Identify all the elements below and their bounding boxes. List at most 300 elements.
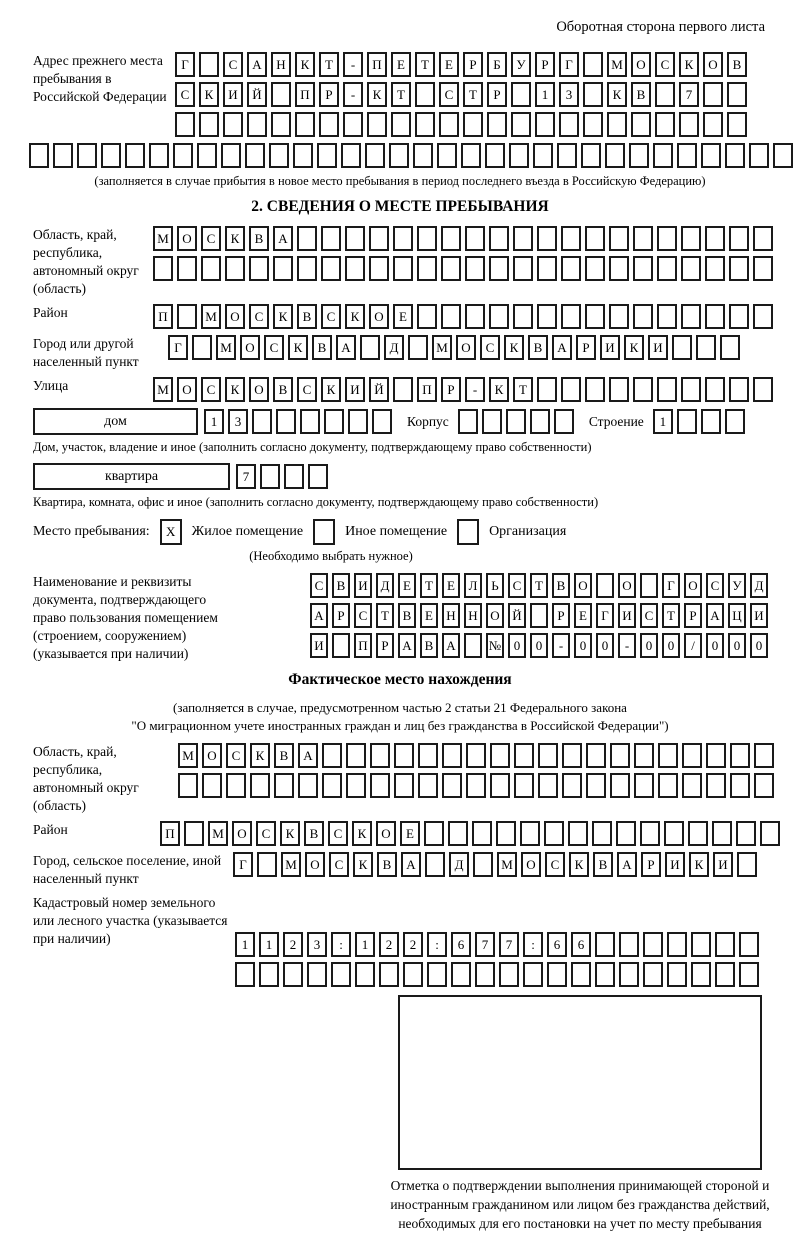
char-cell[interactable] bbox=[583, 52, 603, 77]
char-cell[interactable] bbox=[682, 743, 702, 768]
char-cell[interactable] bbox=[609, 226, 629, 251]
char-cell[interactable] bbox=[523, 962, 543, 987]
house-box[interactable]: дом bbox=[33, 408, 198, 435]
char-cell[interactable]: К bbox=[689, 852, 709, 877]
char-cell[interactable]: Г bbox=[596, 603, 614, 628]
char-cell[interactable] bbox=[324, 409, 344, 434]
char-cell[interactable] bbox=[276, 409, 296, 434]
char-cell[interactable] bbox=[415, 112, 435, 137]
char-cell[interactable]: И bbox=[354, 573, 372, 598]
char-cell[interactable]: Л bbox=[464, 573, 482, 598]
char-cell[interactable]: И bbox=[750, 603, 768, 628]
char-cell[interactable] bbox=[547, 962, 567, 987]
char-cell[interactable]: Г bbox=[168, 335, 188, 360]
char-cell[interactable] bbox=[442, 773, 462, 798]
char-cell[interactable] bbox=[583, 82, 603, 107]
char-cell[interactable] bbox=[664, 821, 684, 846]
char-cell[interactable]: Е bbox=[400, 821, 420, 846]
char-cell[interactable] bbox=[415, 82, 435, 107]
char-cell[interactable]: С bbox=[226, 743, 246, 768]
char-cell[interactable] bbox=[725, 143, 745, 168]
char-cell[interactable]: П bbox=[417, 377, 437, 402]
char-cell[interactable]: М bbox=[216, 335, 236, 360]
char-cell[interactable] bbox=[643, 932, 663, 957]
char-cell[interactable] bbox=[489, 256, 509, 281]
char-cell[interactable]: 1 bbox=[204, 409, 224, 434]
char-cell[interactable]: № bbox=[486, 633, 504, 658]
char-cell[interactable]: К bbox=[367, 82, 387, 107]
char-cell[interactable] bbox=[619, 962, 639, 987]
char-cell[interactable] bbox=[760, 821, 780, 846]
char-cell[interactable]: О bbox=[240, 335, 260, 360]
char-cell[interactable] bbox=[367, 112, 387, 137]
char-cell[interactable]: Ц bbox=[728, 603, 746, 628]
char-cell[interactable] bbox=[634, 743, 654, 768]
char-cell[interactable] bbox=[473, 852, 493, 877]
char-cell[interactable] bbox=[610, 773, 630, 798]
char-cell[interactable]: Е bbox=[420, 603, 438, 628]
char-cell[interactable]: В bbox=[297, 304, 317, 329]
char-cell[interactable] bbox=[730, 773, 750, 798]
char-cell[interactable]: Г bbox=[662, 573, 680, 598]
char-cell[interactable]: С bbox=[310, 573, 328, 598]
char-cell[interactable]: А bbox=[442, 633, 460, 658]
char-cell[interactable]: В bbox=[631, 82, 651, 107]
char-cell[interactable] bbox=[370, 773, 390, 798]
char-cell[interactable]: Т bbox=[530, 573, 548, 598]
char-cell[interactable]: Е bbox=[442, 573, 460, 598]
char-cell[interactable] bbox=[753, 226, 773, 251]
char-cell[interactable]: М bbox=[178, 743, 198, 768]
char-cell[interactable] bbox=[394, 743, 414, 768]
char-cell[interactable] bbox=[753, 304, 773, 329]
char-cell[interactable] bbox=[583, 112, 603, 137]
char-cell[interactable] bbox=[657, 377, 677, 402]
char-cell[interactable] bbox=[737, 852, 757, 877]
char-cell[interactable] bbox=[595, 932, 615, 957]
char-cell[interactable]: 7 bbox=[236, 464, 256, 489]
char-cell[interactable] bbox=[393, 226, 413, 251]
char-cell[interactable]: 0 bbox=[574, 633, 592, 658]
char-cell[interactable] bbox=[657, 226, 677, 251]
char-cell[interactable] bbox=[705, 226, 725, 251]
char-cell[interactable]: И bbox=[648, 335, 668, 360]
char-cell[interactable]: С bbox=[439, 82, 459, 107]
char-cell[interactable] bbox=[585, 226, 605, 251]
char-cell[interactable] bbox=[153, 256, 173, 281]
char-cell[interactable]: К bbox=[489, 377, 509, 402]
char-cell[interactable] bbox=[175, 112, 195, 137]
char-cell[interactable] bbox=[514, 743, 534, 768]
char-cell[interactable] bbox=[562, 773, 582, 798]
char-cell[interactable]: О bbox=[376, 821, 396, 846]
char-cell[interactable]: К bbox=[353, 852, 373, 877]
char-cell[interactable]: К bbox=[225, 226, 245, 251]
char-cell[interactable]: Р bbox=[684, 603, 702, 628]
char-cell[interactable] bbox=[394, 773, 414, 798]
char-cell[interactable] bbox=[408, 335, 428, 360]
char-cell[interactable]: Е bbox=[574, 603, 592, 628]
char-cell[interactable] bbox=[465, 304, 485, 329]
char-cell[interactable] bbox=[596, 573, 614, 598]
char-cell[interactable]: : bbox=[331, 932, 351, 957]
char-cell[interactable] bbox=[559, 112, 579, 137]
char-cell[interactable]: А bbox=[336, 335, 356, 360]
char-cell[interactable] bbox=[561, 226, 581, 251]
char-cell[interactable]: И bbox=[345, 377, 365, 402]
char-cell[interactable] bbox=[530, 409, 550, 434]
char-cell[interactable] bbox=[537, 304, 557, 329]
char-cell[interactable] bbox=[640, 573, 658, 598]
checkbox-other-premises[interactable] bbox=[313, 519, 335, 545]
char-cell[interactable] bbox=[607, 112, 627, 137]
char-cell[interactable] bbox=[393, 377, 413, 402]
char-cell[interactable]: В bbox=[552, 573, 570, 598]
char-cell[interactable]: Р bbox=[641, 852, 661, 877]
char-cell[interactable] bbox=[319, 112, 339, 137]
char-cell[interactable] bbox=[506, 409, 526, 434]
char-cell[interactable]: К bbox=[504, 335, 524, 360]
char-cell[interactable]: Е bbox=[391, 52, 411, 77]
char-cell[interactable]: К bbox=[250, 743, 270, 768]
char-cell[interactable] bbox=[667, 932, 687, 957]
char-cell[interactable] bbox=[173, 143, 193, 168]
char-cell[interactable] bbox=[202, 773, 222, 798]
char-cell[interactable]: Р bbox=[332, 603, 350, 628]
char-cell[interactable] bbox=[633, 304, 653, 329]
char-cell[interactable]: И bbox=[310, 633, 328, 658]
char-cell[interactable] bbox=[393, 256, 413, 281]
char-cell[interactable] bbox=[720, 335, 740, 360]
char-cell[interactable]: 6 bbox=[547, 932, 567, 957]
char-cell[interactable] bbox=[331, 962, 351, 987]
char-cell[interactable]: Т bbox=[391, 82, 411, 107]
char-cell[interactable] bbox=[297, 226, 317, 251]
char-cell[interactable] bbox=[681, 304, 701, 329]
char-cell[interactable]: К bbox=[345, 304, 365, 329]
char-cell[interactable] bbox=[586, 743, 606, 768]
char-cell[interactable]: Н bbox=[271, 52, 291, 77]
char-cell[interactable] bbox=[616, 821, 636, 846]
char-cell[interactable] bbox=[101, 143, 121, 168]
char-cell[interactable]: - bbox=[552, 633, 570, 658]
char-cell[interactable] bbox=[496, 821, 516, 846]
char-cell[interactable]: Г bbox=[175, 52, 195, 77]
char-cell[interactable] bbox=[271, 82, 291, 107]
char-cell[interactable]: 0 bbox=[750, 633, 768, 658]
char-cell[interactable] bbox=[372, 409, 392, 434]
char-cell[interactable] bbox=[295, 112, 315, 137]
char-cell[interactable]: М bbox=[208, 821, 228, 846]
char-cell[interactable]: - bbox=[465, 377, 485, 402]
char-cell[interactable]: С bbox=[328, 821, 348, 846]
char-cell[interactable] bbox=[321, 256, 341, 281]
char-cell[interactable]: 7 bbox=[499, 932, 519, 957]
char-cell[interactable]: 7 bbox=[475, 932, 495, 957]
apartment-box[interactable]: квартира bbox=[33, 463, 230, 490]
char-cell[interactable]: О bbox=[574, 573, 592, 598]
char-cell[interactable] bbox=[672, 335, 692, 360]
char-cell[interactable] bbox=[773, 143, 793, 168]
char-cell[interactable]: В bbox=[593, 852, 613, 877]
char-cell[interactable]: Г bbox=[233, 852, 253, 877]
char-cell[interactable]: П bbox=[354, 633, 372, 658]
char-cell[interactable] bbox=[633, 226, 653, 251]
char-cell[interactable]: А bbox=[706, 603, 724, 628]
char-cell[interactable]: С bbox=[508, 573, 526, 598]
char-cell[interactable] bbox=[341, 143, 361, 168]
char-cell[interactable]: В bbox=[398, 603, 416, 628]
char-cell[interactable]: С bbox=[249, 304, 269, 329]
char-cell[interactable] bbox=[177, 304, 197, 329]
char-cell[interactable]: О bbox=[177, 226, 197, 251]
char-cell[interactable]: С bbox=[706, 573, 724, 598]
char-cell[interactable] bbox=[595, 962, 615, 987]
char-cell[interactable] bbox=[655, 112, 675, 137]
char-cell[interactable] bbox=[199, 52, 219, 77]
char-cell[interactable] bbox=[557, 143, 577, 168]
char-cell[interactable] bbox=[513, 226, 533, 251]
char-cell[interactable] bbox=[442, 743, 462, 768]
char-cell[interactable] bbox=[605, 143, 625, 168]
char-cell[interactable]: - bbox=[343, 82, 363, 107]
char-cell[interactable] bbox=[441, 226, 461, 251]
char-cell[interactable] bbox=[178, 773, 198, 798]
char-cell[interactable]: К bbox=[569, 852, 589, 877]
char-cell[interactable]: 2 bbox=[283, 932, 303, 957]
char-cell[interactable] bbox=[753, 377, 773, 402]
char-cell[interactable]: Ь bbox=[486, 573, 504, 598]
char-cell[interactable]: П bbox=[160, 821, 180, 846]
char-cell[interactable] bbox=[511, 82, 531, 107]
char-cell[interactable] bbox=[530, 603, 548, 628]
char-cell[interactable] bbox=[538, 773, 558, 798]
char-cell[interactable] bbox=[221, 143, 241, 168]
char-cell[interactable]: В bbox=[420, 633, 438, 658]
char-cell[interactable] bbox=[418, 743, 438, 768]
char-cell[interactable]: С bbox=[201, 377, 221, 402]
char-cell[interactable]: Т bbox=[415, 52, 435, 77]
char-cell[interactable] bbox=[466, 743, 486, 768]
char-cell[interactable] bbox=[425, 852, 445, 877]
char-cell[interactable] bbox=[249, 256, 269, 281]
char-cell[interactable] bbox=[379, 962, 399, 987]
char-cell[interactable] bbox=[427, 962, 447, 987]
char-cell[interactable] bbox=[417, 256, 437, 281]
char-cell[interactable] bbox=[585, 256, 605, 281]
char-cell[interactable] bbox=[201, 256, 221, 281]
char-cell[interactable] bbox=[418, 773, 438, 798]
char-cell[interactable] bbox=[703, 112, 723, 137]
char-cell[interactable]: Б bbox=[487, 52, 507, 77]
char-cell[interactable] bbox=[252, 409, 272, 434]
char-cell[interactable] bbox=[681, 256, 701, 281]
char-cell[interactable]: О bbox=[486, 603, 504, 628]
char-cell[interactable] bbox=[715, 932, 735, 957]
char-cell[interactable] bbox=[562, 743, 582, 768]
char-cell[interactable] bbox=[701, 409, 721, 434]
char-cell[interactable] bbox=[439, 112, 459, 137]
char-cell[interactable] bbox=[533, 143, 553, 168]
char-cell[interactable] bbox=[561, 377, 581, 402]
char-cell[interactable]: С bbox=[256, 821, 276, 846]
char-cell[interactable]: О bbox=[618, 573, 636, 598]
char-cell[interactable] bbox=[284, 464, 304, 489]
char-cell[interactable]: А bbox=[298, 743, 318, 768]
char-cell[interactable]: 1 bbox=[653, 409, 673, 434]
char-cell[interactable] bbox=[260, 464, 280, 489]
char-cell[interactable]: М bbox=[201, 304, 221, 329]
char-cell[interactable]: К bbox=[624, 335, 644, 360]
char-cell[interactable] bbox=[610, 743, 630, 768]
char-cell[interactable]: В bbox=[304, 821, 324, 846]
char-cell[interactable] bbox=[511, 112, 531, 137]
char-cell[interactable] bbox=[691, 962, 711, 987]
char-cell[interactable] bbox=[297, 256, 317, 281]
char-cell[interactable]: К bbox=[607, 82, 627, 107]
char-cell[interactable]: Т bbox=[463, 82, 483, 107]
char-cell[interactable] bbox=[561, 256, 581, 281]
char-cell[interactable]: О bbox=[684, 573, 702, 598]
char-cell[interactable]: В bbox=[377, 852, 397, 877]
char-cell[interactable]: К bbox=[280, 821, 300, 846]
char-cell[interactable] bbox=[487, 112, 507, 137]
char-cell[interactable] bbox=[355, 962, 375, 987]
char-cell[interactable]: А bbox=[273, 226, 293, 251]
char-cell[interactable] bbox=[513, 256, 533, 281]
char-cell[interactable] bbox=[537, 377, 557, 402]
char-cell[interactable] bbox=[370, 743, 390, 768]
char-cell[interactable]: Д bbox=[750, 573, 768, 598]
char-cell[interactable] bbox=[633, 377, 653, 402]
char-cell[interactable]: 1 bbox=[235, 932, 255, 957]
char-cell[interactable] bbox=[677, 409, 697, 434]
char-cell[interactable] bbox=[345, 256, 365, 281]
char-cell[interactable]: Р bbox=[576, 335, 596, 360]
char-cell[interactable] bbox=[736, 821, 756, 846]
char-cell[interactable] bbox=[679, 112, 699, 137]
char-cell[interactable] bbox=[417, 226, 437, 251]
char-cell[interactable] bbox=[269, 143, 289, 168]
char-cell[interactable]: Р bbox=[535, 52, 555, 77]
char-cell[interactable]: У bbox=[511, 52, 531, 77]
char-cell[interactable] bbox=[537, 256, 557, 281]
char-cell[interactable] bbox=[715, 962, 735, 987]
char-cell[interactable] bbox=[561, 304, 581, 329]
char-cell[interactable] bbox=[307, 962, 327, 987]
char-cell[interactable]: У bbox=[728, 573, 746, 598]
char-cell[interactable] bbox=[466, 773, 486, 798]
char-cell[interactable] bbox=[293, 143, 313, 168]
char-cell[interactable] bbox=[701, 143, 721, 168]
char-cell[interactable] bbox=[413, 143, 433, 168]
char-cell[interactable] bbox=[149, 143, 169, 168]
char-cell[interactable] bbox=[485, 143, 505, 168]
char-cell[interactable] bbox=[667, 962, 687, 987]
char-cell[interactable] bbox=[749, 143, 769, 168]
char-cell[interactable] bbox=[696, 335, 716, 360]
char-cell[interactable] bbox=[53, 143, 73, 168]
char-cell[interactable] bbox=[490, 773, 510, 798]
char-cell[interactable]: Н bbox=[464, 603, 482, 628]
char-cell[interactable] bbox=[197, 143, 217, 168]
char-cell[interactable]: О bbox=[232, 821, 252, 846]
char-cell[interactable]: С bbox=[640, 603, 658, 628]
char-cell[interactable]: С bbox=[321, 304, 341, 329]
char-cell[interactable] bbox=[754, 773, 774, 798]
char-cell[interactable]: Т bbox=[376, 603, 394, 628]
char-cell[interactable]: Е bbox=[439, 52, 459, 77]
char-cell[interactable] bbox=[177, 256, 197, 281]
char-cell[interactable] bbox=[403, 962, 423, 987]
char-cell[interactable] bbox=[629, 143, 649, 168]
char-cell[interactable] bbox=[489, 226, 509, 251]
char-cell[interactable] bbox=[463, 112, 483, 137]
char-cell[interactable] bbox=[727, 82, 747, 107]
char-cell[interactable] bbox=[585, 304, 605, 329]
char-cell[interactable] bbox=[706, 743, 726, 768]
char-cell[interactable]: 0 bbox=[596, 633, 614, 658]
char-cell[interactable]: С bbox=[223, 52, 243, 77]
char-cell[interactable] bbox=[391, 112, 411, 137]
char-cell[interactable] bbox=[703, 82, 723, 107]
char-cell[interactable]: О bbox=[631, 52, 651, 77]
char-cell[interactable]: А bbox=[398, 633, 416, 658]
char-cell[interactable] bbox=[544, 821, 564, 846]
char-cell[interactable] bbox=[360, 335, 380, 360]
char-cell[interactable]: 2 bbox=[379, 932, 399, 957]
char-cell[interactable] bbox=[658, 773, 678, 798]
char-cell[interactable] bbox=[609, 256, 629, 281]
char-cell[interactable] bbox=[451, 962, 471, 987]
char-cell[interactable]: К bbox=[273, 304, 293, 329]
char-cell[interactable]: Т bbox=[319, 52, 339, 77]
char-cell[interactable]: О bbox=[177, 377, 197, 402]
char-cell[interactable]: 6 bbox=[571, 932, 591, 957]
char-cell[interactable] bbox=[274, 773, 294, 798]
char-cell[interactable]: 0 bbox=[640, 633, 658, 658]
char-cell[interactable]: : bbox=[523, 932, 543, 957]
char-cell[interactable] bbox=[643, 962, 663, 987]
char-cell[interactable] bbox=[424, 821, 444, 846]
char-cell[interactable]: Т bbox=[420, 573, 438, 598]
char-cell[interactable] bbox=[658, 743, 678, 768]
char-cell[interactable] bbox=[688, 821, 708, 846]
char-cell[interactable] bbox=[308, 464, 328, 489]
char-cell[interactable] bbox=[437, 143, 457, 168]
char-cell[interactable]: Й bbox=[508, 603, 526, 628]
char-cell[interactable]: С bbox=[480, 335, 500, 360]
char-cell[interactable] bbox=[448, 821, 468, 846]
char-cell[interactable]: С bbox=[354, 603, 372, 628]
char-cell[interactable] bbox=[348, 409, 368, 434]
char-cell[interactable] bbox=[725, 409, 745, 434]
char-cell[interactable]: С bbox=[655, 52, 675, 77]
char-cell[interactable] bbox=[739, 932, 759, 957]
char-cell[interactable]: 3 bbox=[307, 932, 327, 957]
char-cell[interactable] bbox=[257, 852, 277, 877]
char-cell[interactable]: В bbox=[312, 335, 332, 360]
char-cell[interactable] bbox=[609, 304, 629, 329]
char-cell[interactable] bbox=[592, 821, 612, 846]
char-cell[interactable] bbox=[585, 377, 605, 402]
char-cell[interactable] bbox=[681, 377, 701, 402]
char-cell[interactable]: Р bbox=[441, 377, 461, 402]
char-cell[interactable] bbox=[417, 304, 437, 329]
char-cell[interactable]: Й bbox=[369, 377, 389, 402]
char-cell[interactable]: В bbox=[249, 226, 269, 251]
char-cell[interactable] bbox=[729, 256, 749, 281]
